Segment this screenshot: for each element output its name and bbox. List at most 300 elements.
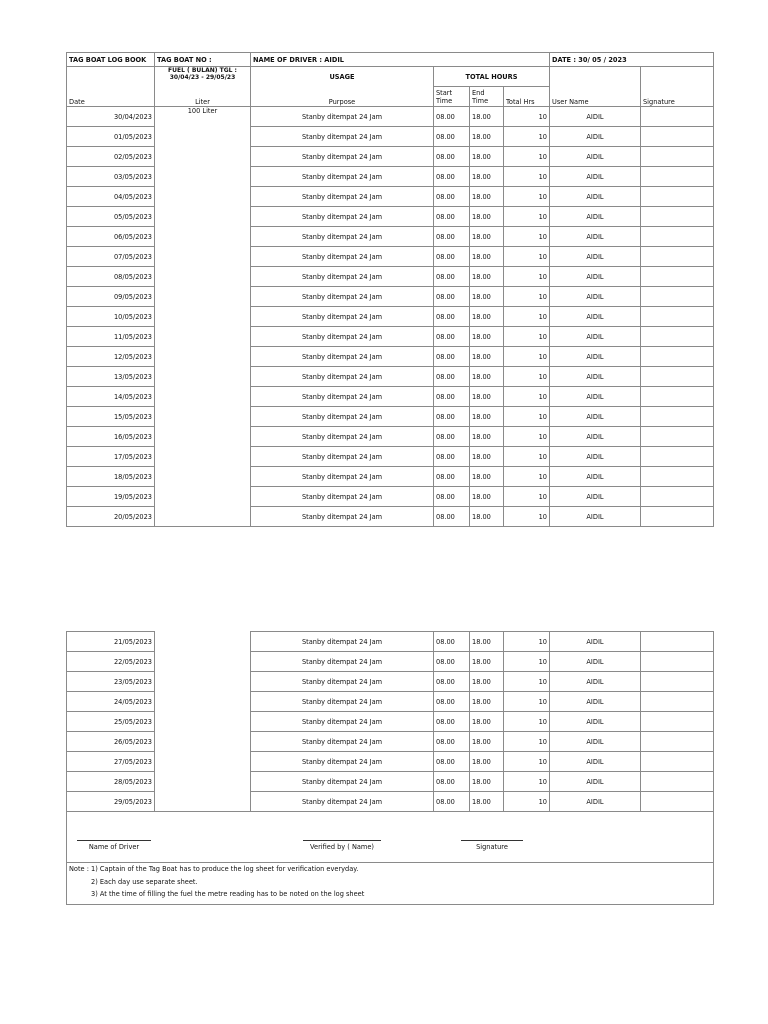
row-start-time: 08.00 [434, 247, 470, 267]
table-row [67, 167, 714, 187]
row-user-name: AIDIL [550, 227, 641, 247]
col-liter: Liter [155, 87, 251, 107]
row-user-name: AIDIL [550, 427, 641, 447]
log-table-page-2 [66, 631, 714, 905]
row-purpose: Stanby ditempat 24 Jam [251, 447, 434, 467]
row-date: 29/05/2023 [67, 792, 155, 812]
row-start-time: 08.00 [434, 187, 470, 207]
col-signature: Signature [641, 87, 714, 107]
log-rows-page-1 [67, 107, 714, 527]
row-liter [155, 167, 251, 187]
row-purpose: Stanby ditempat 24 Jam [251, 467, 434, 487]
row-liter [155, 792, 251, 812]
row-end-time: 18.00 [470, 167, 504, 187]
row-total-hrs: 10 [504, 652, 550, 672]
row-start-time: 08.00 [434, 147, 470, 167]
table-row [67, 187, 714, 207]
row-start-time: 08.00 [434, 507, 470, 527]
row-total-hrs: 10 [504, 287, 550, 307]
row-liter [155, 632, 251, 652]
row-end-time: 18.00 [470, 307, 504, 327]
row-end-time: 18.00 [470, 632, 504, 652]
row-date: 11/05/2023 [67, 327, 155, 347]
row-start-time: 08.00 [434, 127, 470, 147]
row-date: 16/05/2023 [67, 427, 155, 447]
row-end-time: 18.00 [470, 107, 504, 127]
row-total-hrs: 10 [504, 387, 550, 407]
row-user-name: AIDIL [550, 207, 641, 227]
table-row [67, 207, 714, 227]
row-date: 24/05/2023 [67, 692, 155, 712]
row-end-time: 18.00 [470, 327, 504, 347]
total-hours-header: TOTAL HOURS [434, 67, 550, 87]
row-user-name: AIDIL [550, 287, 641, 307]
row-purpose: Stanby ditempat 24 Jam [251, 672, 434, 692]
row-date: 27/05/2023 [67, 752, 155, 772]
row-end-time: 18.00 [470, 447, 504, 467]
row-date: 19/05/2023 [67, 487, 155, 507]
row-total-hrs: 10 [504, 672, 550, 692]
row-date: 13/05/2023 [67, 367, 155, 387]
row-total-hrs: 10 [504, 187, 550, 207]
row-end-time: 18.00 [470, 427, 504, 447]
row-date: 28/05/2023 [67, 772, 155, 792]
row-liter [155, 427, 251, 447]
row-total-hrs: 10 [504, 347, 550, 367]
row-user-name: AIDIL [550, 247, 641, 267]
row-liter [155, 227, 251, 247]
row-purpose: Stanby ditempat 24 Jam [251, 227, 434, 247]
title-row [67, 53, 714, 67]
table-row [67, 752, 714, 772]
row-user-name: AIDIL [550, 487, 641, 507]
row-start-time: 08.00 [434, 487, 470, 507]
row-date: 17/05/2023 [67, 447, 155, 467]
row-user-name: AIDIL [550, 712, 641, 732]
row-end-time: 18.00 [470, 652, 504, 672]
row-start-time: 08.00 [434, 652, 470, 672]
row-signature [641, 387, 714, 407]
table-row [67, 347, 714, 367]
usage-header: USAGE [251, 67, 434, 87]
row-end-time: 18.00 [470, 267, 504, 287]
col-total-hrs: Total Hrs [504, 87, 550, 107]
row-user-name: AIDIL [550, 672, 641, 692]
row-liter [155, 387, 251, 407]
row-purpose: Stanby ditempat 24 Jam [251, 387, 434, 407]
row-user-name: AIDIL [550, 407, 641, 427]
log-date: DATE : 30/ 05 / 2023 [550, 53, 714, 67]
row-date: 23/05/2023 [67, 672, 155, 692]
verified-by-label: Verified by ( Name) [310, 843, 374, 851]
row-liter [155, 652, 251, 672]
row-liter [155, 672, 251, 692]
driver-signature-line [77, 840, 151, 841]
liter-value: 100 Liter [155, 107, 251, 127]
row-total-hrs: 10 [504, 227, 550, 247]
row-total-hrs: 10 [504, 207, 550, 227]
row-user-name: AIDIL [550, 632, 641, 652]
row-total-hrs: 10 [504, 367, 550, 387]
row-end-time: 18.00 [470, 227, 504, 247]
row-user-name: AIDIL [550, 467, 641, 487]
fuel-period: FUEL ( BULAN) TGL : 30/04/23 - 29/05/23 [155, 67, 251, 87]
row-user-name: AIDIL [550, 347, 641, 367]
row-end-time: 18.00 [470, 487, 504, 507]
row-liter [155, 287, 251, 307]
row-user-name: AIDIL [550, 772, 641, 792]
row-signature [641, 692, 714, 712]
log-table-page-1 [66, 52, 714, 527]
row-date: 21/05/2023 [67, 632, 155, 652]
row-purpose: Stanby ditempat 24 Jam [251, 692, 434, 712]
row-signature [641, 467, 714, 487]
col-date: Date [67, 87, 155, 107]
row-start-time: 08.00 [434, 792, 470, 812]
row-liter [155, 187, 251, 207]
row-date: 14/05/2023 [67, 387, 155, 407]
row-purpose: Stanby ditempat 24 Jam [251, 427, 434, 447]
row-date: 18/05/2023 [67, 467, 155, 487]
row-signature [641, 247, 714, 267]
row-total-hrs: 10 [504, 487, 550, 507]
col-start-time: Start Time [434, 87, 470, 107]
row-signature [641, 347, 714, 367]
row-purpose: Stanby ditempat 24 Jam [251, 267, 434, 287]
row-liter [155, 712, 251, 732]
row-total-hrs: 10 [504, 127, 550, 147]
row-signature [641, 367, 714, 387]
table-row [67, 387, 714, 407]
row-signature [641, 652, 714, 672]
col-user-name: User Name [550, 87, 641, 107]
row-start-time: 08.00 [434, 712, 470, 732]
row-end-time: 18.00 [470, 287, 504, 307]
row-total-hrs: 10 [504, 712, 550, 732]
row-purpose: Stanby ditempat 24 Jam [251, 147, 434, 167]
notes [67, 863, 713, 904]
row-user-name: AIDIL [550, 307, 641, 327]
row-user-name: AIDIL [550, 107, 641, 127]
row-total-hrs: 10 [504, 407, 550, 427]
row-purpose: Stanby ditempat 24 Jam [251, 167, 434, 187]
table-row [67, 267, 714, 287]
verifier-signature-line [303, 840, 381, 841]
table-row [67, 792, 714, 812]
row-purpose: Stanby ditempat 24 Jam [251, 712, 434, 732]
row-total-hrs: 10 [504, 467, 550, 487]
row-signature [641, 487, 714, 507]
row-signature [641, 227, 714, 247]
row-signature [641, 107, 714, 127]
row-purpose: Stanby ditempat 24 Jam [251, 732, 434, 752]
row-date: 02/05/2023 [67, 147, 155, 167]
table-row [67, 327, 714, 347]
row-purpose: Stanby ditempat 24 Jam [251, 772, 434, 792]
row-signature [641, 287, 714, 307]
row-date: 05/05/2023 [67, 207, 155, 227]
table-row [67, 127, 714, 147]
row-total-hrs: 10 [504, 792, 550, 812]
row-user-name: AIDIL [550, 147, 641, 167]
table-row [67, 247, 714, 267]
boat-no-label: TAG BOAT NO : [155, 53, 251, 67]
row-purpose: Stanby ditempat 24 Jam [251, 187, 434, 207]
row-total-hrs: 10 [504, 447, 550, 467]
row-total-hrs: 10 [504, 752, 550, 772]
row-purpose: Stanby ditempat 24 Jam [251, 652, 434, 672]
row-end-time: 18.00 [470, 347, 504, 367]
column-header-row [67, 87, 714, 107]
signature-row [67, 812, 714, 863]
row-end-time: 18.00 [470, 367, 504, 387]
row-end-time: 18.00 [470, 752, 504, 772]
row-start-time: 08.00 [434, 307, 470, 327]
row-liter [155, 207, 251, 227]
row-liter [155, 127, 251, 147]
table-row [67, 367, 714, 387]
row-total-hrs: 10 [504, 772, 550, 792]
table-row [67, 467, 714, 487]
row-user-name: AIDIL [550, 652, 641, 672]
row-liter [155, 692, 251, 712]
row-end-time: 18.00 [470, 467, 504, 487]
row-liter [155, 247, 251, 267]
row-end-time: 18.00 [470, 772, 504, 792]
row-total-hrs: 10 [504, 167, 550, 187]
row-start-time: 08.00 [434, 227, 470, 247]
row-purpose: Stanby ditempat 24 Jam [251, 792, 434, 812]
row-user-name: AIDIL [550, 127, 641, 147]
row-total-hrs: 10 [504, 307, 550, 327]
table-row [67, 507, 714, 527]
driver-name: NAME OF DRIVER : AIDIL [251, 53, 550, 67]
col-purpose: Purpose [251, 87, 434, 107]
row-signature [641, 772, 714, 792]
row-end-time: 18.00 [470, 672, 504, 692]
row-start-time: 08.00 [434, 672, 470, 692]
row-total-hrs: 10 [504, 267, 550, 287]
row-date: 12/05/2023 [67, 347, 155, 367]
row-purpose: Stanby ditempat 24 Jam [251, 507, 434, 527]
table-row [67, 427, 714, 447]
row-end-time: 18.00 [470, 712, 504, 732]
logbook-title: TAG BOAT LOG BOOK [67, 53, 155, 67]
row-purpose: Stanby ditempat 24 Jam [251, 752, 434, 772]
row-end-time: 18.00 [470, 187, 504, 207]
row-end-time: 18.00 [470, 247, 504, 267]
row-end-time: 18.00 [470, 147, 504, 167]
table-row [67, 672, 714, 692]
row-signature [641, 447, 714, 467]
row-start-time: 08.00 [434, 287, 470, 307]
row-purpose: Stanby ditempat 24 Jam [251, 247, 434, 267]
row-user-name: AIDIL [550, 387, 641, 407]
row-start-time: 08.00 [434, 692, 470, 712]
row-signature [641, 792, 714, 812]
row-user-name: AIDIL [550, 267, 641, 287]
row-liter [155, 447, 251, 467]
row-start-time: 08.00 [434, 107, 470, 127]
row-purpose: Stanby ditempat 24 Jam [251, 287, 434, 307]
row-liter [155, 467, 251, 487]
row-start-time: 08.00 [434, 267, 470, 287]
row-start-time: 08.00 [434, 387, 470, 407]
row-start-time: 08.00 [434, 632, 470, 652]
row-start-time: 08.00 [434, 427, 470, 447]
table-row [67, 487, 714, 507]
row-user-name: AIDIL [550, 447, 641, 467]
name-of-driver-label: Name of Driver [88, 843, 140, 851]
signature-line [461, 840, 523, 841]
row-liter [155, 752, 251, 772]
table-row [67, 307, 714, 327]
row-date: 30/04/2023 [67, 107, 155, 127]
row-signature [641, 507, 714, 527]
notes-row [67, 863, 714, 905]
row-start-time: 08.00 [434, 407, 470, 427]
row-user-name: AIDIL [550, 507, 641, 527]
row-end-time: 18.00 [470, 792, 504, 812]
row-purpose: Stanby ditempat 24 Jam [251, 207, 434, 227]
row-date: 09/05/2023 [67, 287, 155, 307]
row-signature [641, 167, 714, 187]
row-liter [155, 407, 251, 427]
row-date: 15/05/2023 [67, 407, 155, 427]
row-user-name: AIDIL [550, 327, 641, 347]
row-date: 03/05/2023 [67, 167, 155, 187]
row-date: 22/05/2023 [67, 652, 155, 672]
row-date: 01/05/2023 [67, 127, 155, 147]
row-user-name: AIDIL [550, 167, 641, 187]
table-row [67, 692, 714, 712]
row-date: 10/05/2023 [67, 307, 155, 327]
row-start-time: 08.00 [434, 467, 470, 487]
row-liter [155, 267, 251, 287]
row-end-time: 18.00 [470, 507, 504, 527]
signature-label: Signature [476, 843, 508, 851]
row-date: 08/05/2023 [67, 267, 155, 287]
row-liter [155, 307, 251, 327]
row-signature [641, 427, 714, 447]
row-end-time: 18.00 [470, 207, 504, 227]
signature-area [67, 812, 713, 862]
row-purpose: Stanby ditempat 24 Jam [251, 487, 434, 507]
row-purpose: Stanby ditempat 24 Jam [251, 107, 434, 127]
note-2: 2) Each day use separate sheet. [91, 877, 198, 886]
row-signature [641, 127, 714, 147]
row-start-time: 08.00 [434, 207, 470, 227]
row-date: 06/05/2023 [67, 227, 155, 247]
row-purpose: Stanby ditempat 24 Jam [251, 407, 434, 427]
row-total-hrs: 10 [504, 427, 550, 447]
row-purpose: Stanby ditempat 24 Jam [251, 632, 434, 652]
row-date: 07/05/2023 [67, 247, 155, 267]
row-liter [155, 507, 251, 527]
row-user-name: AIDIL [550, 792, 641, 812]
table-row [67, 447, 714, 467]
row-start-time: 08.00 [434, 167, 470, 187]
row-user-name: AIDIL [550, 367, 641, 387]
row-date: 20/05/2023 [67, 507, 155, 527]
row-signature [641, 672, 714, 692]
row-end-time: 18.00 [470, 692, 504, 712]
row-signature [641, 732, 714, 752]
row-signature [641, 207, 714, 227]
table-row [67, 107, 714, 127]
row-date: 25/05/2023 [67, 712, 155, 732]
row-total-hrs: 10 [504, 632, 550, 652]
table-row [67, 772, 714, 792]
row-end-time: 18.00 [470, 407, 504, 427]
row-purpose: Stanby ditempat 24 Jam [251, 347, 434, 367]
row-start-time: 08.00 [434, 447, 470, 467]
row-liter [155, 147, 251, 167]
row-liter [155, 732, 251, 752]
row-start-time: 08.00 [434, 772, 470, 792]
row-liter [155, 772, 251, 792]
row-total-hrs: 10 [504, 732, 550, 752]
row-total-hrs: 10 [504, 507, 550, 527]
row-total-hrs: 10 [504, 247, 550, 267]
row-start-time: 08.00 [434, 367, 470, 387]
row-signature [641, 327, 714, 347]
row-date: 04/05/2023 [67, 187, 155, 207]
row-total-hrs: 10 [504, 327, 550, 347]
table-row [67, 712, 714, 732]
row-end-time: 18.00 [470, 732, 504, 752]
row-end-time: 18.00 [470, 387, 504, 407]
note-3: 3) At the time of filling the fuel the metre reading has to be noted on the log sheet [91, 890, 365, 898]
log-rows-page-2 [67, 632, 714, 812]
row-signature [641, 267, 714, 287]
row-purpose: Stanby ditempat 24 Jam [251, 327, 434, 347]
row-signature [641, 632, 714, 652]
col-end-time: End Time [470, 87, 504, 107]
row-start-time: 08.00 [434, 347, 470, 367]
row-signature [641, 712, 714, 732]
table-row [67, 147, 714, 167]
row-end-time: 18.00 [470, 127, 504, 147]
row-signature [641, 187, 714, 207]
row-user-name: AIDIL [550, 752, 641, 772]
row-signature [641, 407, 714, 427]
row-liter [155, 367, 251, 387]
table-row [67, 287, 714, 307]
row-date: 26/05/2023 [67, 732, 155, 752]
note-1: Note : 1) Captain of the Tag Boat has to produce the log sheet for verification everyday. [69, 865, 359, 873]
row-purpose: Stanby ditempat 24 Jam [251, 307, 434, 327]
table-row [67, 632, 714, 652]
table-row [67, 407, 714, 427]
table-row [67, 227, 714, 247]
row-start-time: 08.00 [434, 752, 470, 772]
row-start-time: 08.00 [434, 327, 470, 347]
row-signature [641, 147, 714, 167]
row-liter [155, 347, 251, 367]
row-total-hrs: 10 [504, 147, 550, 167]
row-start-time: 08.00 [434, 732, 470, 752]
row-purpose: Stanby ditempat 24 Jam [251, 367, 434, 387]
row-user-name: AIDIL [550, 732, 641, 752]
row-purpose: Stanby ditempat 24 Jam [251, 127, 434, 147]
row-total-hrs: 10 [504, 692, 550, 712]
group-header-row [67, 67, 714, 87]
table-row [67, 652, 714, 672]
row-user-name: AIDIL [550, 187, 641, 207]
table-row [67, 732, 714, 752]
row-signature [641, 307, 714, 327]
